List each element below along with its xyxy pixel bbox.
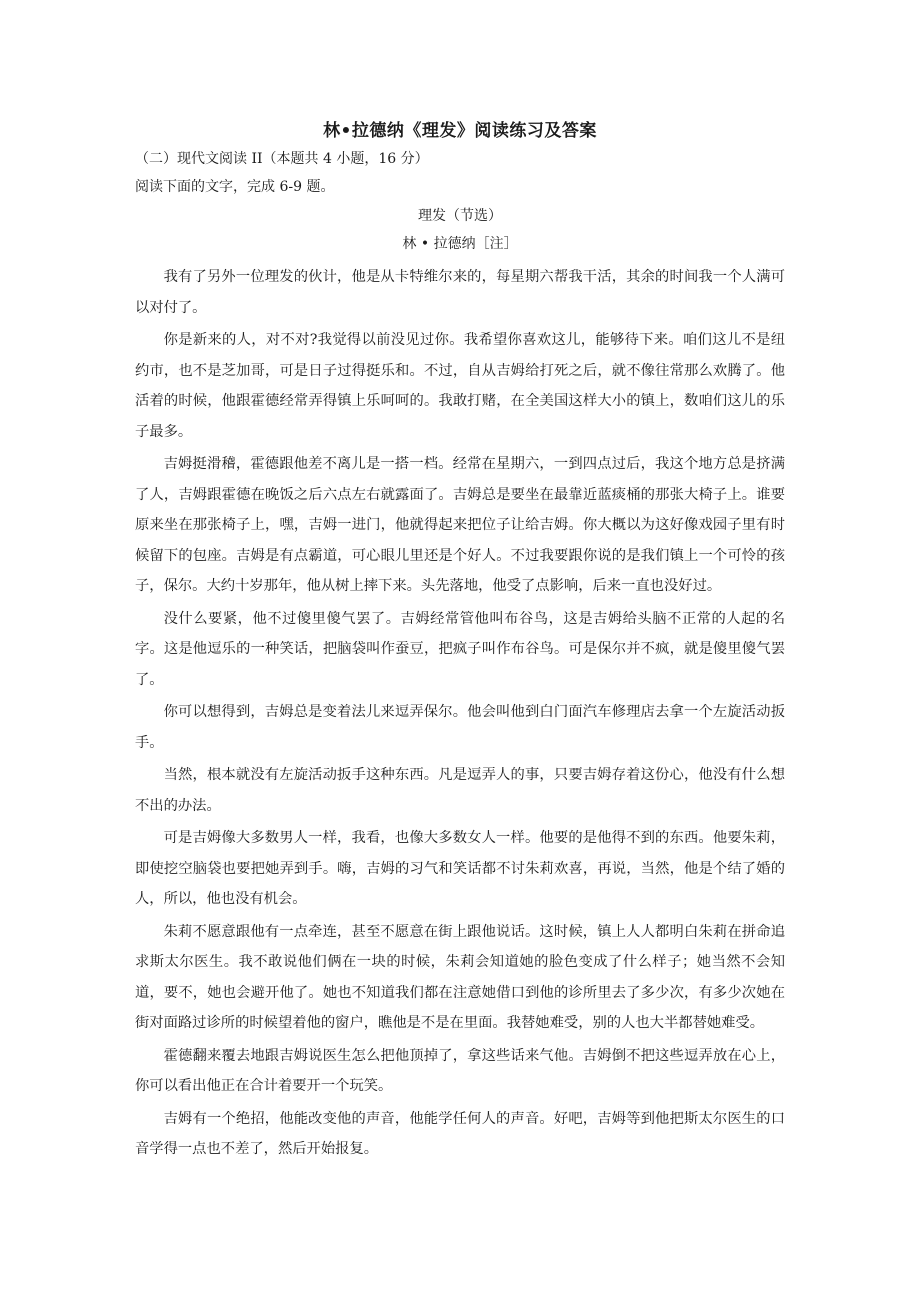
paragraph-2: 你是新来的人，对不对?我觉得以前没见过你。我希望你喜欢这儿，能够待下来。咱们这儿不是纽约市，也不是芝加哥，可是日子过得挺乐和。不过，自从吉姆给打死之后，就不像往常那么欢腾了。他活着的时候，他跟霍德经常弄得镇上乐呵呵的。我敢打赌，在全美国这样大小的镇上，数咱们这儿的乐子最多。 — [135, 332, 785, 440]
paragraph-9: 霍德翻来覆去地跟吉姆说医生怎么把他顶掉了，拿这些话来气他。吉姆倒不把这些逗弄放在心上，你可以看出他正在合计着要开一个玩笑。 — [135, 1047, 785, 1094]
paragraph-4: 没什么要紧，他不过傻里傻气罢了。吉姆经常管他叫布谷鸟，这是吉姆给头脑不正常的人起的名字。这是他逗乐的一种笑话，把脑袋叫作蚕豆，把疯子叫作布谷鸟。可是保尔并不疯，就是傻里傻气罢了。 — [135, 610, 785, 688]
paragraph-5: 你可以想得到，吉姆总是变着法儿来逗弄保尔。他会叫他到白门面汽车修理店去拿一个左旋活动扳手。 — [135, 704, 785, 751]
section-heading: （二）现代文阅读 II（本题共 4 小题，16 分） — [135, 151, 429, 167]
paragraph-6: 当然，根本就没有左旋活动扳手这种东西。凡是逗弄人的事，只要吉姆存着这份心，他没有什么想不出的办法。 — [135, 767, 785, 814]
passage-author: 林 • 拉德纳［注］ — [402, 236, 518, 252]
passage-title: 理发（节选） — [418, 208, 502, 224]
passage-body — [135, 262, 785, 1167]
paragraph-1: 我有了另外一位理发的伙计，他是从卡特维尔来的，每星期六帮我干活，其余的时间我一个人满可以对付了。 — [135, 269, 785, 316]
paragraph-10: 吉姆有一个绝招，他能改变他的声音，他能学任何人的声音。好吧，吉姆等到他把斯太尔医生的口音学得一点也不差了，然后开始报复。 — [135, 1110, 785, 1157]
paragraph-7: 可是吉姆像大多数男人一样，我看，也像大多数女人一样。他要的是他得不到的东西。他要朱莉，即使挖空脑袋也要把她弄到手。嗨，吉姆的习气和笑话都不讨朱莉欢喜，再说，当然，他是个结了婚的人，所以，他也没有机会。 — [135, 830, 785, 907]
paragraph-3: 吉姆挺滑稽，霍德跟他差不离儿是一搭一档。经常在星期六，一到四点过后，我这个地方总是挤满了人，吉姆跟霍德在晚饭之后六点左右就露面了。吉姆总是要坐在最靠近蓝痰桶的那张大椅子上。谁要原来坐在那张椅子上，嘿，吉姆一进门，他就得起来把位子让给吉姆。你大概以为这好像戏园子里有时候留下的包座。吉姆是有点霸道，可心眼儿里还是个好人。不过我要跟你说的是我们镇上一个可怜的孩子，保尔。大约十岁那年，他从树上摔下来。头先落地，他受了点影响，后来一直也没好过。 — [135, 456, 785, 594]
reading-instruction: 阅读下面的文字，完成 6-9 题。 — [135, 179, 335, 195]
paragraph-8: 朱莉不愿意跟他有一点牵连，甚至不愿意在街上跟他说话。这时候，镇上人人都明白朱莉在拼命追求斯太尔医生。我不敢说他们俩在一块的时候，朱莉会知道她的脸色变成了什么样子；她当然不会知道，要不，她也会避开他了。她也不知道我们都在注意她借口到他的诊所里去了多少次，有多少次她在街对面路过诊所的时候望着他的窗户，瞧他是不是在里面。我替她难受，别的人也大半都替她难受。 — [135, 923, 785, 1031]
document-title: 林•拉德纳《理发》阅读练习及答案 — [323, 121, 597, 141]
